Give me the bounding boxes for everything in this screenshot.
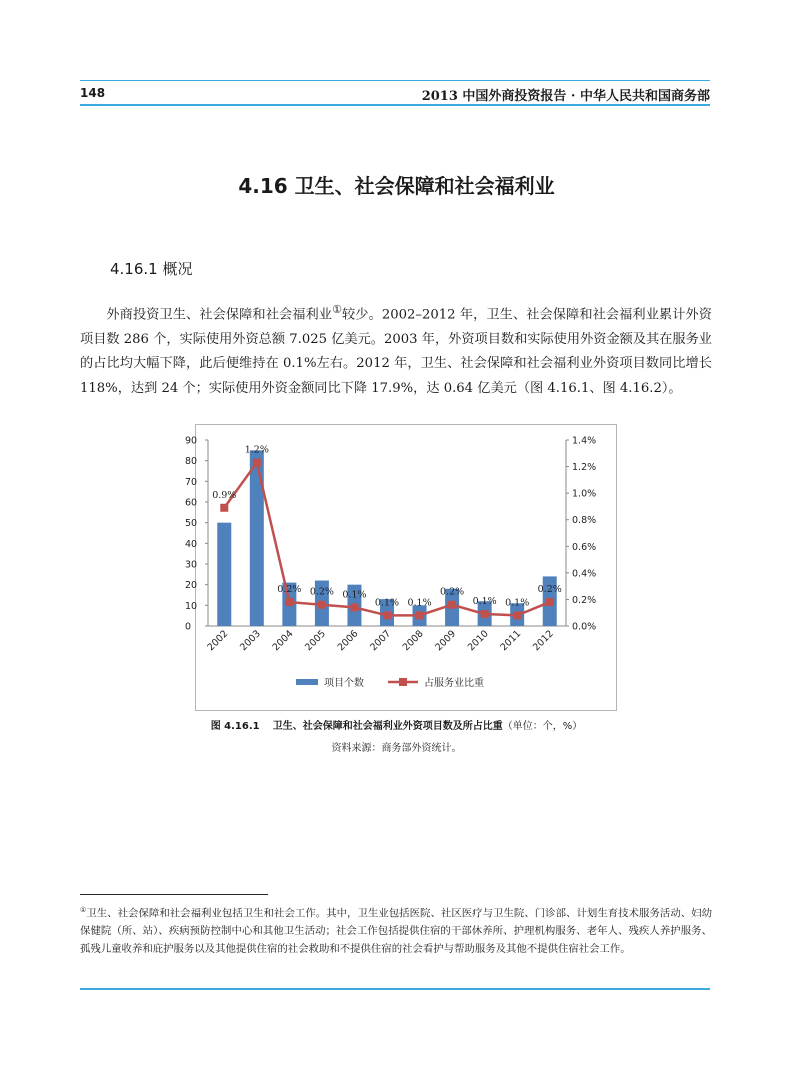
x-axis-tick-label: 2008 — [400, 628, 426, 654]
data-label: 0.2% — [537, 584, 562, 596]
legend-label: 占服务业比重 — [424, 678, 484, 689]
chart-container — [185, 424, 617, 711]
right-axis-tick-label: 1.2% — [572, 462, 597, 474]
x-axis-tick-label: 2003 — [238, 628, 263, 654]
left-axis-tick-label: 80 — [185, 456, 198, 468]
bar — [250, 450, 264, 626]
x-axis-tick-label: 2007 — [368, 628, 394, 654]
footnote-marker: ① — [80, 906, 87, 914]
line-marker — [383, 611, 391, 619]
running-title: 2013 中国外商投资报告 · 中华人民共和国商务部 — [421, 89, 710, 104]
right-axis-tick-label: 1.0% — [572, 488, 597, 500]
data-label: 0.1% — [472, 596, 497, 608]
data-label: 0.2% — [440, 586, 465, 598]
left-axis-tick-label: 40 — [185, 538, 198, 550]
header-bottom-rule — [80, 104, 710, 106]
caption-label: 图 4.16.1 — [210, 721, 260, 732]
footnote-rule — [80, 894, 268, 895]
paragraph-text-b: 较少。2002–2012 年，卫生、社会保障和社会福利业累计外资项目数 286 个，实际使用外资总额 7.025 亿美元。2003 年，外资项目数和实际使用外资金额及其在服务业的占比均大幅下降，此后便维持在 0.1%左右。2012 年，卫生、社会保障和社会福利业外资项目数同比增长 118%，达到 24 个；实际使用外资金额同比下降 17.9%，达 0.64 亿美元（图 4.16.1、图 4.16.2）。 — [80, 307, 712, 396]
line-marker — [546, 598, 554, 606]
left-axis-tick-label: 10 — [185, 600, 198, 612]
left-axis-tick-label: 0 — [185, 621, 192, 633]
bottom-rule — [80, 988, 710, 990]
x-axis-tick-label: 2011 — [498, 628, 524, 654]
legend-label: 项目个数 — [324, 678, 364, 689]
data-label: 0.1% — [374, 597, 400, 609]
line-marker — [513, 611, 521, 619]
right-axis-tick-label: 0.6% — [572, 541, 597, 553]
left-axis-tick-label: 70 — [185, 476, 198, 488]
x-axis-tick-label: 2002 — [205, 628, 231, 654]
x-axis-tick-label: 2010 — [465, 628, 491, 654]
bar — [217, 523, 231, 626]
line-marker — [318, 601, 326, 609]
subsection-title: 4.16.1 概况 — [110, 260, 193, 278]
line-marker — [416, 611, 424, 619]
footnote — [80, 901, 712, 958]
paragraph-text-a: 外商投资卫生、社会保障和社会福利业 — [106, 307, 333, 323]
page-header — [80, 80, 710, 106]
data-label: 0.2% — [277, 584, 302, 596]
left-axis-tick-label: 90 — [185, 435, 198, 447]
line-marker — [285, 598, 293, 606]
line-marker — [220, 504, 228, 512]
right-axis-tick-label: 0.0% — [572, 621, 597, 633]
caption-title: 卫生、社会保障和社会福利业外资项目数及所占比重 — [272, 721, 503, 732]
line-marker — [481, 610, 489, 618]
line-marker — [350, 603, 358, 611]
data-label: 0.1% — [407, 597, 432, 609]
header-top-rule — [80, 80, 710, 81]
right-axis-tick-label: 0.8% — [572, 515, 597, 527]
legend-line-marker — [399, 678, 407, 686]
right-axis-tick-label: 0.2% — [572, 594, 597, 606]
caption-unit: （单位：个，%） — [502, 721, 583, 732]
figure-caption — [0, 717, 793, 732]
data-label: 0.9% — [212, 489, 237, 501]
chart-svg — [185, 425, 616, 710]
section-title: 4.16 卫生、社会保障和社会福利业 — [238, 174, 555, 198]
x-axis-tick-label: 2005 — [303, 628, 329, 654]
left-axis-tick-label: 30 — [185, 559, 198, 571]
line-marker — [448, 601, 456, 609]
footnote-ref[interactable]: ① — [332, 303, 343, 316]
data-label: 1.2% — [244, 444, 269, 456]
data-label: 0.1% — [342, 589, 367, 601]
x-axis-tick-label: 2012 — [530, 628, 556, 654]
legend-bar-swatch — [296, 679, 318, 685]
left-axis-tick-label: 50 — [185, 518, 198, 530]
series-line — [224, 463, 549, 616]
data-label: 0.2% — [309, 586, 334, 598]
page-number: 148 — [80, 86, 106, 100]
x-axis-tick-label: 2009 — [433, 628, 459, 654]
footnote-text: 卫生、社会保障和社会福利业包括卫生和社会工作。其中，卫生业包括医院、社区医疗与卫生院、门诊部、计划生育技术服务活动、妇幼保健院（所、站）、疾病预防控制中心和其他卫生活动；社会工作包括提供住宿的干部休养所、护理机构服务、老年人、残疾人养护服务、孤残儿童收养和庇护服务以及其他提供住宿的社会救助和不提供住宿的社会看护与帮助服务及其他不提供住宿社会工作。 — [80, 907, 713, 956]
left-axis-tick-label: 20 — [185, 580, 198, 592]
right-axis-tick-label: 0.4% — [572, 568, 597, 580]
x-axis-tick-label: 2004 — [270, 628, 296, 654]
data-label: 0.1% — [505, 597, 530, 609]
line-marker — [253, 459, 261, 467]
left-axis-tick-label: 60 — [185, 497, 198, 509]
body-paragraph — [80, 298, 712, 401]
x-axis-tick-label: 2006 — [335, 628, 361, 654]
right-axis-tick-label: 1.4% — [572, 435, 597, 447]
figure-source: 资料来源：商务部外资统计。 — [331, 743, 462, 754]
